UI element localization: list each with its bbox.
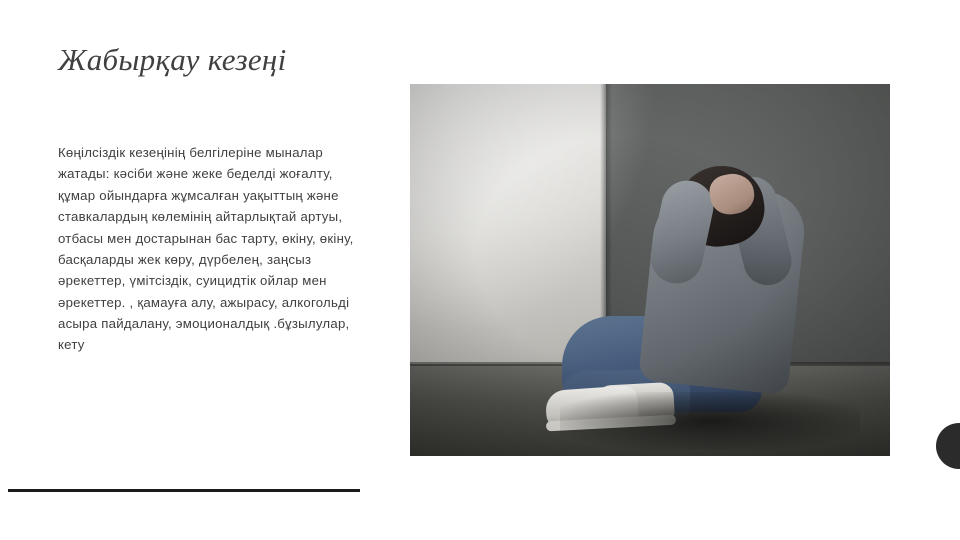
decorative-circle [936, 423, 960, 469]
body-text: Көңілсіздік кезеңінің белгілеріне мыналар жатады: кәсіби және жеке беделді жоғалту, құмар ойындарға жұмсалған уақыттың және ставкалардың көлемінің айтарлықтай артуы, отбасы мен достарынан бас тарту, өкіну, өкіну, басқаларды жек көру, дүрбелең, заңсыз әрекеттер, үмітсіздік, суицидтік ойлар мен әрекеттер. , қамауға алу, ажырасу, алкогольді асыра пайдалану, эмоционалдық .бұзылулар, кету [58, 145, 354, 353]
divider-rule [8, 489, 360, 492]
photo-vignette [410, 84, 890, 456]
photo-depressed-person [410, 84, 890, 456]
page-title: Жабырқау кезеңі [58, 42, 287, 77]
